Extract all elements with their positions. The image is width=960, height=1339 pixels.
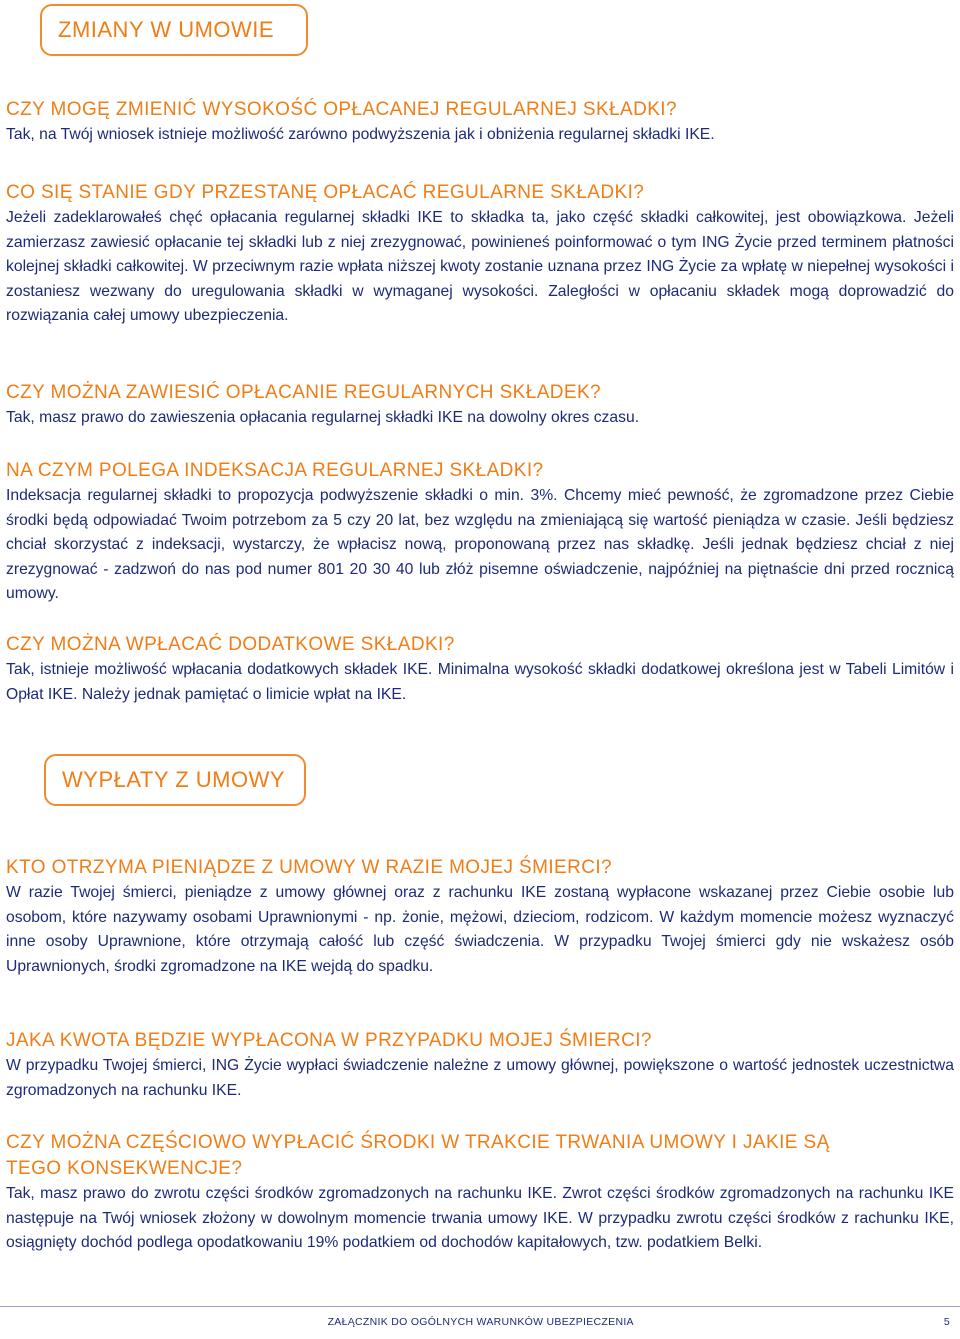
question-suspend-premium — [0, 380, 960, 431]
question-title: JAKA KWOTA BĘDZIE WYPŁACONA W PRZYPADKU MOJEJ ŚMIERCI? — [6, 1030, 652, 1051]
page-footer — [0, 1316, 950, 1328]
question-title: CZY MOGĘ ZMIENIĆ WYSOKOŚĆ OPŁACANEJ REGULARNEJ SKŁADKI? — [6, 99, 677, 120]
question-title: KTO OTRZYMA PIENIĄDZE Z UMOWY W RAZIE MOJEJ ŚMIERCI? — [6, 857, 612, 878]
question-title: CZY MOŻNA CZĘŚCIOWO WYPŁACIĆ ŚRODKI W TRAKCIE TRWANIA UMOWY I JAKIE SĄ TEGO KONSEKWENCJE? — [6, 1132, 830, 1179]
question-partial-withdrawal — [0, 1130, 960, 1256]
question-body: Indeksacja regularnej składki to propozycja podwyższenie składki o min. 3%. Chcemy mieć pewność, że zgromadzone przez Ciebie środki będą odpowiadać Twoim potrzebom za 5 czy 20 lat, bez względu na zmieniającą się wartość pieniądza w czasie. Jeśli będziesz chciał skorzystać z indeksacji, wystarczy, że wpłacisz nową, proponowaną przez nas składkę. Jeśli jednak będziesz chciał z niej zrezygnować - zadzwoń do nas pod numer 801 20 30 40 lub złóż pisemne oświadczenie, najpóźniej na piętnaście dni przed rocznicą umowy. — [6, 487, 954, 602]
question-title: CO SIĘ STANIE GDY PRZESTANĘ OPŁACAĆ REGULARNE SKŁADKI? — [6, 182, 645, 203]
page-number: 5 — [943, 1316, 950, 1328]
question-body: W przypadku Twojej śmierci, ING Życie wypłaci świadczenie należne z umowy głównej, powiększone o wartość jednostek uczestnictwa zgromadzonych na rachunku IKE. — [6, 1057, 954, 1099]
footer-title: ZAŁĄCZNIK DO OGÓLNYCH WARUNKÓW UBEZPIECZENIA — [327, 1316, 634, 1328]
question-beneficiaries — [0, 855, 960, 979]
question-additional-premiums — [0, 632, 960, 707]
question-body: Tak, masz prawo do zawieszenia opłacania regularnej składki IKE na dowolny okres czasu. — [6, 409, 640, 426]
question-change-premium — [0, 97, 960, 148]
question-payout-amount — [0, 1028, 960, 1103]
question-title: CZY MOŻNA ZAWIESIĆ OPŁACANIE REGULARNYCH SKŁADEK? — [6, 382, 602, 403]
section-heading-payouts: WYPŁATY Z UMOWY — [44, 754, 306, 806]
question-body: W razie Twojej śmierci, pieniądze z umowy głównej oraz z rachunku IKE zostaną wypłacone wskazanej przez Ciebie osobie lub osobom, które nazywamy osobami Uprawnionymi - np. żonie, mężowi, dzieciom, rodzicom. W każdym momencie możesz wyznaczyć inne osoby Uprawnione, które otrzymają całość lub część świadczenia. W przypadku Twojej śmierci gdy nie wskażesz osób Uprawnionych, środki zgromadzone na IKE wejdą do spadku. — [6, 884, 954, 975]
question-body: Tak, istnieje możliwość wpłacania dodatkowych składek IKE. Minimalna wysokość składki dodatkowej określona jest w Tabeli Limitów i Opłat IKE. Należy jednak pamiętać o limicie wpłat na IKE. — [6, 661, 954, 703]
question-body: Tak, na Twój wniosek istnieje możliwość zarówno podwyższenia jak i obniżenia regularnej składki IKE. — [6, 126, 715, 143]
section-heading-changes: ZMIANY W UMOWIE — [40, 4, 308, 56]
question-title: CZY MOŻNA WPŁACAĆ DODATKOWE SKŁADKI? — [6, 634, 455, 655]
question-indexation — [0, 458, 960, 607]
question-body: Tak, masz prawo do zwrotu części środków zgromadzonych na rachunku IKE. Zwrot części środków zgromadzonych na rachunku IKE następuje na Twój wniosek złożony w dowolnym momencie trwania umowy IKE. W przypadku zwrotu części środków z rachunku IKE, osiągnięty dochód podlega opodatkowaniu 19% podatkiem od dochodów kapitałowych, tzw. podatkiem Belki. — [6, 1185, 954, 1251]
footer-divider — [0, 1306, 960, 1307]
question-stop-premium — [0, 180, 960, 329]
question-body: Jeżeli zadeklarowałeś chęć opłacania regularnej składki IKE to składka ta, jako część składki całkowitej, jest obowiązkowa. Jeżeli zamierzasz zawiesić opłacanie tej składki lub z niej zrezygnować, powinieneś poinformować o tym ING Życie przed terminem płatności kolejnej składki całkowitej. W przeciwnym razie wpłata niższej kwoty zostanie uznana przez ING Życie za wpłatę w niepełnej wysokości i zostaniesz wezwany do uregulowania składki w wymaganej wysokości. Zaległości w opłacaniu składek mogą doprowadzić do rozwiązania całej umowy ubezpieczenia. — [6, 209, 954, 324]
question-title: NA CZYM POLEGA INDEKSACJA REGULARNEJ SKŁADKI? — [6, 460, 544, 481]
